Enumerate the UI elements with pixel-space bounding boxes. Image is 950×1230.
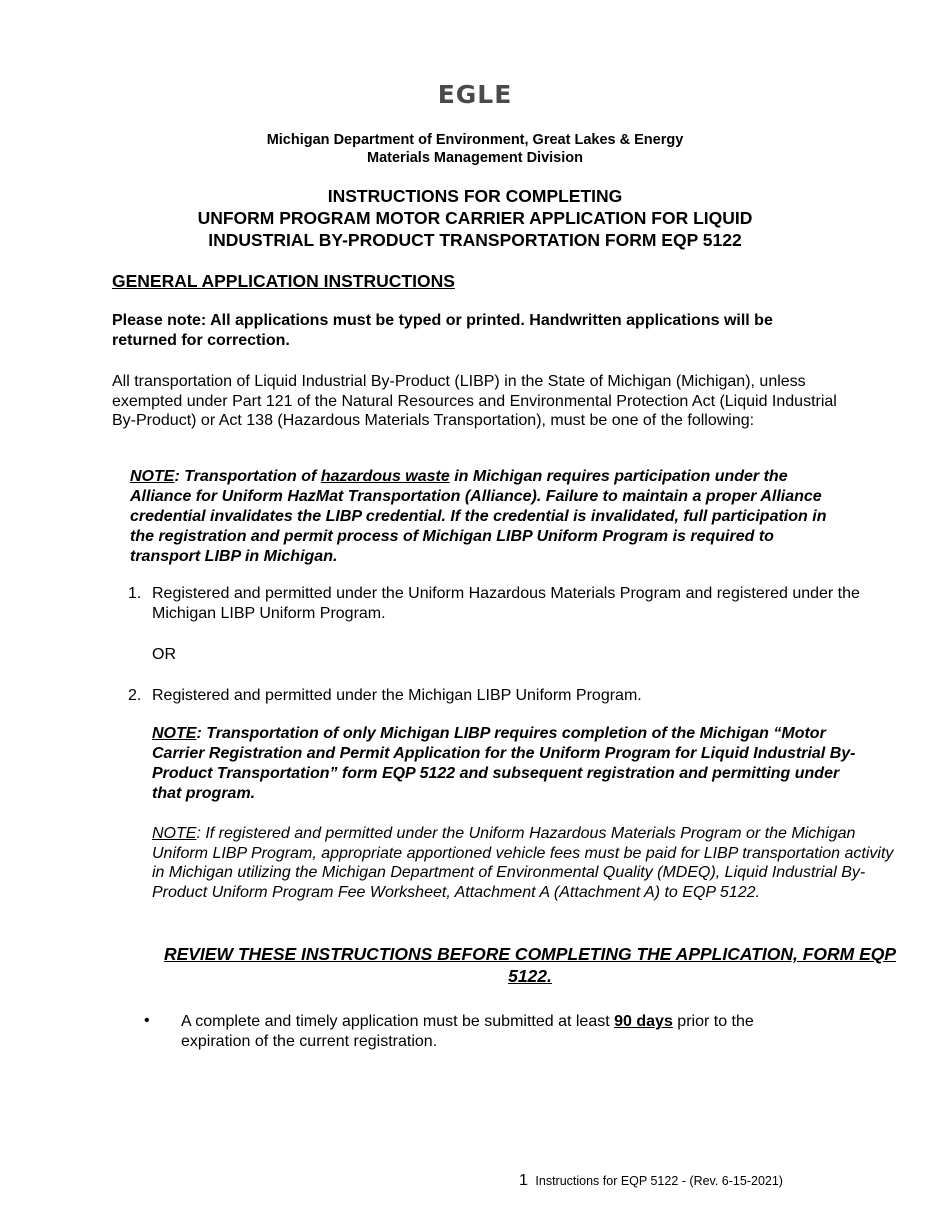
note-label: NOTE bbox=[152, 825, 197, 842]
bullet-emphasis: 90 days bbox=[614, 1013, 673, 1030]
note-emphasis: hazardous waste bbox=[320, 468, 450, 485]
note-text-part: : Transportation of bbox=[174, 468, 321, 485]
division-name: Materials Management Division bbox=[367, 150, 583, 166]
review-instructions-heading: REVIEW THESE INSTRUCTIONS BEFORE COMPLETING THE APPLICATION, FORM EQP 5122. bbox=[163, 944, 897, 986]
title-line-2: UNFORM PROGRAM MOTOR CARRIER APPLICATION FOR LIQUID bbox=[197, 208, 753, 228]
note-text: : If registered and permitted under the Uniform Hazardous Materials Program or the Michigan Uniform LIBP Program, appropriate apportioned vehicle fees must be paid for LIBP transportation activity in Michigan utilizing the Michigan Department of Environmental Quality (MDEQ), Liquid Industrial By-Product Uniform Program Fee Worksheet, Attachment A (Attachment A) to EQP 5122. bbox=[152, 825, 894, 901]
note-apportioned-fees bbox=[152, 824, 907, 902]
list-number: 2. bbox=[128, 687, 142, 704]
note-text-part: in Michigan requires participation under the Alliance for Uniform HazMat Transportation (Alliance). Failure to maintain a proper Alliance credential invalidates the LIBP credential. If the credential is invalidated, full participation in the registration and permit process of Michigan LIBP Uniform Program is required to transport LIBP in Michigan. bbox=[130, 468, 827, 565]
list-number: 1. bbox=[128, 585, 142, 602]
bullet-text-part: prior to the expiration of the current registration. bbox=[181, 1013, 754, 1050]
page-footer bbox=[519, 1172, 783, 1190]
agency-name: Michigan Department of Environment, Great Lakes & Energy bbox=[266, 132, 684, 148]
or-separator: OR bbox=[152, 646, 176, 663]
note-text: : Transportation of only Michigan LIBP requires completion of the Michigan “Motor Carrier Registration and Permit Application for the Uniform Program for Liquid Industrial By-Product Transportation” form EQP 5122 and subsequent registration and permitting under that program. bbox=[152, 725, 856, 802]
intro-paragraph: All transportation of Liquid Industrial By-Product (LIBP) in the State of Michigan (Michigan), unless exempted under Part 121 of the Natural Resources and Environmental Protection Act (Liquid Industrial By-Product) or Act 138 (Hazardous Materials Transportation), must be one of the following: bbox=[112, 373, 837, 429]
list-text: Registered and permitted under the Uniform Hazardous Materials Program and registered under the Michigan LIBP Uniform Program. bbox=[152, 585, 860, 622]
section-heading: GENERAL APPLICATION INSTRUCTIONS bbox=[112, 271, 455, 291]
title-line-3: INDUSTRIAL BY-PRODUCT TRANSPORTATION FORM EQP 5122 bbox=[208, 230, 742, 250]
note-label: NOTE bbox=[152, 725, 197, 742]
egle-logo bbox=[0, 82, 950, 108]
title-line-1: INSTRUCTIONS FOR COMPLETING bbox=[327, 186, 623, 206]
footer-text: Instructions for EQP 5122 - (Rev. 6-15-2021) bbox=[535, 1174, 783, 1188]
list-text: Registered and permitted under the Michigan LIBP Uniform Program. bbox=[152, 687, 642, 704]
bullet-icon: • bbox=[144, 1012, 150, 1029]
note-label: NOTE bbox=[130, 468, 175, 485]
agency-header bbox=[0, 131, 950, 167]
note-hazardous-waste bbox=[130, 467, 845, 567]
please-note: Please note: All applications must be typed or printed. Handwritten applications will be returned for correction. bbox=[112, 312, 773, 349]
bullet-item bbox=[181, 1012, 821, 1052]
bullet-text-part: A complete and timely application must be submitted at least bbox=[181, 1013, 615, 1030]
document-title bbox=[0, 185, 950, 251]
egle-logo-text: EGLE bbox=[437, 80, 513, 109]
page-number: 1 bbox=[519, 1172, 528, 1189]
note-michigan-libp bbox=[152, 724, 872, 804]
